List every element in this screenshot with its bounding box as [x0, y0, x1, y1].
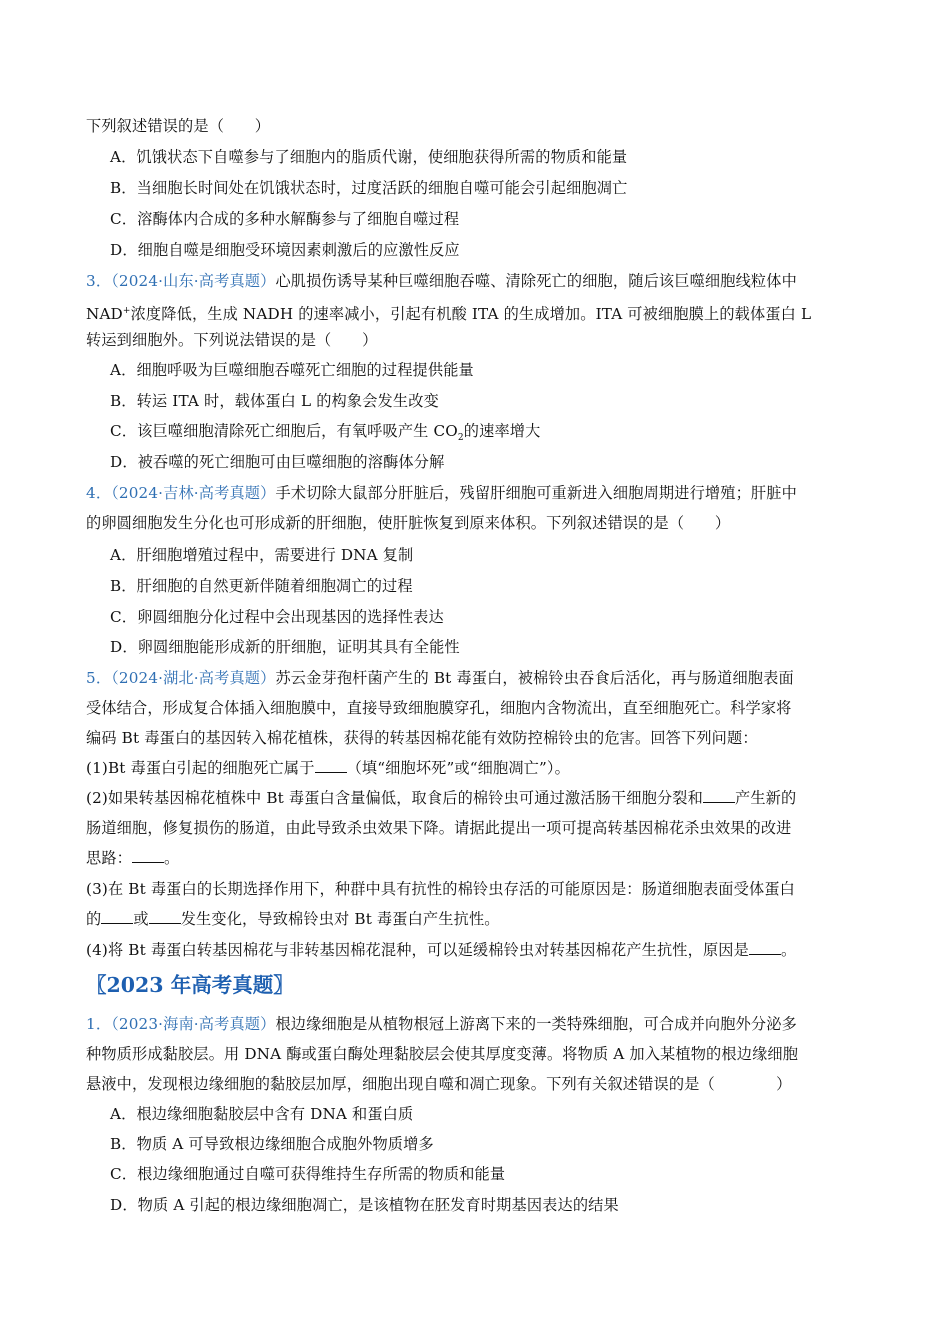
sub-question-2-line-2: 肠道细胞，修复损伤的肠道，由此导致杀虫效果下降。请据此提出一项可提高转基因棉花杀虫效果的改进	[86, 819, 792, 837]
answer-blank[interactable]	[703, 789, 735, 803]
question-4-line-2: 的卵圆细胞发生分化也可形成新的肝细胞，使肝脏恢复到原来体积。下列叙述错误的是（ ）	[86, 514, 731, 532]
question-text: 发生变化，导致棉铃虫对 Bt 毒蛋白产生抗性。	[180, 910, 500, 928]
question-text: 的	[86, 910, 102, 928]
subscript: 2	[457, 433, 464, 444]
sub-question-4	[86, 940, 796, 960]
question-3-line-2	[86, 301, 811, 324]
question-4-line-1	[86, 483, 797, 503]
option-d: D．细胞自噬是细胞受环境因素刺激后的应激性反应	[110, 241, 460, 259]
question-text: 思路：	[86, 849, 133, 867]
option-c: C．根边缘细胞通过自噬可获得维持生存所需的物质和能量	[110, 1165, 506, 1183]
question-text: 根边缘细胞是从植物根冠上游离下来的一类特殊细胞，可合成并向胞外分泌多	[275, 1015, 797, 1033]
question-number: 4．	[86, 484, 112, 502]
question-text: 。	[780, 941, 797, 959]
option-b: B．转运 ITA 时，载体蛋白 L 的构象会发生改变	[110, 392, 439, 410]
question-5-line-2: 受体结合，形成复合体插入细胞膜中，直接导致细胞膜穿孔，细胞内含物流出，直至细胞死亡。科学家将	[86, 699, 792, 717]
question-2023-1-line-1	[86, 1014, 797, 1034]
question-text: (4)将 Bt 毒蛋白转基因棉花与非转基因棉花混种，可以延缓棉铃虫对转基因棉花产生抗性，原因是	[86, 941, 749, 959]
question-2023-1-line-2: 种物质形成黏胶层。用 DNA 酶或蛋白酶处理黏胶层会使其厚度变薄。将物质 A 加入某植物的根边缘细胞	[86, 1045, 799, 1063]
question-text: 心肌损伤诱导某种巨噬细胞吞噬、清除死亡的细胞，随后该巨噬细胞线粒体中	[275, 272, 797, 290]
question-text: 浓度降低，生成 NADH 的速率减小，引起有机酸 ITA 的生成增加。ITA 可被细胞膜上的载体蛋白 L	[130, 305, 812, 324]
question-text: 。	[164, 849, 180, 867]
question-3-line-3: 转运到细胞外。下列说法错误的是（ ）	[86, 331, 378, 349]
option-text: 的速率增大	[463, 422, 541, 440]
superscript: +	[122, 306, 131, 316]
option-a: A．细胞呼吸为巨噬细胞吞噬死亡细胞的过程提供能量	[110, 361, 474, 379]
question-intro-line: 下列叙述错误的是（ ）	[86, 117, 271, 135]
question-text: 手术切除大鼠部分肝脏后，残留肝细胞可重新进入细胞周期进行增殖；肝脏中	[275, 484, 797, 502]
section-heading-2023: 〖2023 年高考真题〗	[86, 973, 294, 997]
question-text: NAD	[86, 305, 123, 324]
option-d: D．物质 A 引起的根边缘细胞凋亡，是该植物在胚发育时期基因表达的结果	[110, 1196, 619, 1214]
question-2023-1-line-3: 悬液中，发现根边缘细胞的黏胶层加厚，细胞出现自噬和凋亡现象。下列有关叙述错误的是（ ）	[86, 1075, 792, 1093]
option-b: B．肝细胞的自然更新伴随着细胞凋亡的过程	[110, 577, 413, 595]
answer-blank[interactable]	[149, 910, 181, 924]
answer-blank[interactable]	[749, 941, 781, 955]
question-text: 苏云金芽孢杆菌产生的 Bt 毒蛋白，被棉铃虫吞食后活化，再与肠道细胞表面	[275, 669, 794, 687]
sub-question-2-line-1	[86, 788, 796, 808]
answer-blank[interactable]	[132, 849, 164, 863]
sub-question-3-line-1: (3)在 Bt 毒蛋白的长期选择作用下，种群中具有抗性的棉铃虫存活的可能原因是：肠道细胞表面受体蛋白	[86, 880, 795, 898]
question-text: (1)Bt 毒蛋白引起的细胞死亡属于	[86, 759, 315, 777]
question-3-line-1	[86, 271, 797, 291]
question-source: （2024·山东·高考真题）	[111, 272, 276, 290]
option-d: D．卵圆细胞能形成新的肝细胞，证明其具有全能性	[110, 638, 460, 656]
option-a: A．根边缘细胞黏胶层中含有 DNA 和蛋白质	[110, 1105, 414, 1123]
option-a: A．肝细胞增殖过程中，需要进行 DNA 复制	[110, 546, 414, 564]
question-number: 1．	[86, 1015, 112, 1033]
answer-blank[interactable]	[315, 759, 347, 773]
option-d: D．被吞噬的死亡细胞可由巨噬细胞的溶酶体分解	[110, 453, 445, 471]
question-5-line-1	[86, 668, 794, 688]
question-text: （填“细胞坏死”或“细胞凋亡”）。	[346, 759, 571, 777]
option-b: B．当细胞长时间处在饥饿状态时，过度活跃的细胞自噬可能会引起细胞凋亡	[110, 179, 628, 197]
option-c	[110, 421, 540, 448]
option-c: C．卵圆细胞分化过程中会出现基因的选择性表达	[110, 608, 444, 626]
question-text: 产生新的	[734, 789, 797, 807]
question-source: （2024·吉林·高考真题）	[111, 484, 276, 502]
sub-question-1	[86, 758, 570, 778]
option-b: B．物质 A 可导致根边缘细胞合成胞外物质增多	[110, 1135, 434, 1153]
sub-question-2-line-3	[86, 848, 179, 868]
option-a: A．饥饿状态下自噬参与了细胞内的脂质代谢，使细胞获得所需的物质和能量	[110, 148, 628, 166]
question-number: 5．	[86, 669, 112, 687]
question-text: (2)如果转基因棉花植株中 Bt 毒蛋白含量偏低，取食后的棉铃虫可通过激活肠干细胞分裂和	[86, 789, 703, 807]
question-number: 3．	[86, 272, 112, 290]
question-source: （2023·海南·高考真题）	[111, 1015, 276, 1033]
option-c: C．溶酶体内合成的多种水解酶参与了细胞自噬过程	[110, 210, 460, 228]
option-text: C．该巨噬细胞清除死亡细胞后，有氧呼吸产生 CO	[110, 422, 458, 440]
question-5-line-3: 编码 Bt 毒蛋白的基因转入棉花植株，获得的转基因棉花能有效防控棉铃虫的危害。回答下列问题：	[86, 729, 758, 747]
sub-question-3-line-2	[86, 909, 500, 929]
question-source: （2024·湖北·高考真题）	[111, 669, 276, 687]
question-text: 或	[133, 910, 149, 928]
answer-blank[interactable]	[101, 910, 133, 924]
